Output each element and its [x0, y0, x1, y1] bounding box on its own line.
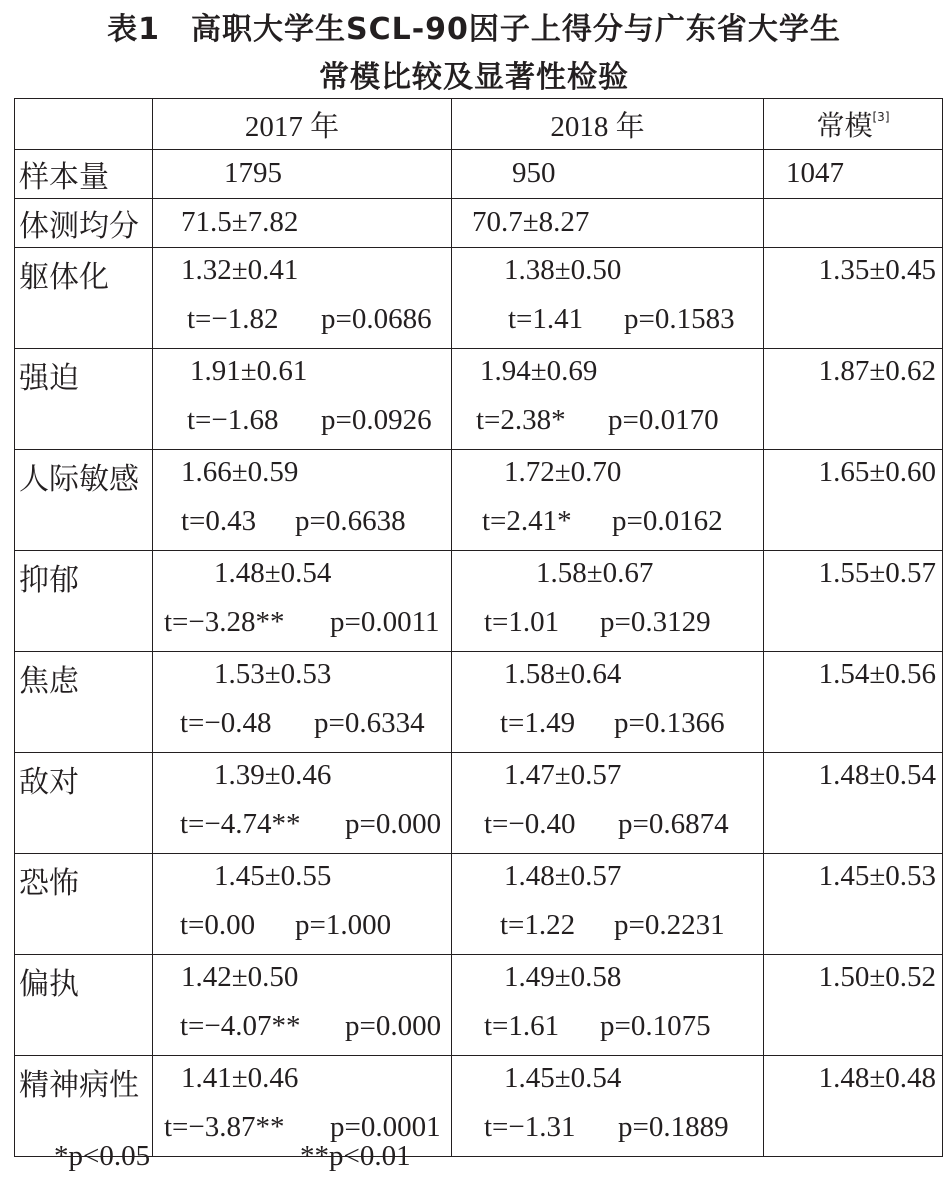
- factor-2018-cell: [452, 551, 764, 652]
- factor-2017-cell: [153, 248, 452, 349]
- mean-2017: 1.91±0.61: [190, 355, 308, 387]
- table-title-line2: 常模比较及显著性检验: [319, 60, 629, 95]
- factor-norm-cell: [764, 349, 943, 450]
- mean-2018: 1.72±0.70: [504, 456, 622, 488]
- factor-2018-cell: [452, 854, 764, 955]
- norm-value: 1.48±0.54: [818, 759, 936, 791]
- p-value-2018: p=0.1366: [614, 707, 725, 739]
- p-value-2017: p=1.000: [295, 909, 392, 941]
- factor-row: [15, 248, 943, 349]
- norm-value: 1.45±0.53: [818, 860, 936, 892]
- p-value-2018: p=0.0170: [608, 404, 719, 436]
- factor-norm-cell: [764, 854, 943, 955]
- t-value-2017: t=−3.87**: [164, 1111, 285, 1143]
- footnote-p001: **p<0.01: [300, 1140, 411, 1172]
- factor-row: [15, 652, 943, 753]
- sample-2018: 950: [512, 157, 556, 189]
- factor-2018-cell: [452, 753, 764, 854]
- header-norm-ref: [3]: [872, 110, 890, 124]
- mean-2017: 1.41±0.46: [181, 1062, 299, 1094]
- factor-norm-cell: [764, 753, 943, 854]
- factor-2017-cell: [153, 652, 452, 753]
- mean-2017: 1.42±0.50: [181, 961, 299, 993]
- mean-2017: 1.39±0.46: [214, 759, 332, 791]
- t-value-2018: t=1.22: [500, 909, 576, 941]
- total-2017-cell: [153, 199, 452, 248]
- p-value-2017: p=0.0001: [330, 1111, 441, 1143]
- mean-2018: 1.47±0.57: [504, 759, 622, 791]
- factor-2018-cell: [452, 652, 764, 753]
- factor-2017-cell: [153, 450, 452, 551]
- sample-2017: 1795: [224, 157, 282, 189]
- header-norm-label: 常模: [816, 109, 873, 142]
- row-label: 体测均分: [15, 199, 153, 248]
- factor-norm-cell: [764, 248, 943, 349]
- total-2018: 70.7±8.27: [472, 206, 590, 238]
- t-value-2017: t=−0.48: [180, 707, 272, 739]
- p-value-2018: p=0.1075: [600, 1010, 711, 1042]
- t-value-2017: t=0.43: [181, 505, 257, 537]
- mean-2018: 1.45±0.54: [504, 1062, 622, 1094]
- factor-2017-cell: [153, 349, 452, 450]
- norm-value: 1.50±0.52: [818, 961, 936, 993]
- factor-2017-cell: [153, 854, 452, 955]
- total-2017: 71.5±7.82: [181, 206, 299, 238]
- t-value-2018: t=1.01: [484, 606, 560, 638]
- factor-2018-cell: [452, 349, 764, 450]
- factor-label: 抑郁: [15, 551, 153, 652]
- p-value-2017: p=0.000: [345, 808, 442, 840]
- factor-row: [15, 349, 943, 450]
- p-value-2017: p=0.0686: [321, 303, 432, 335]
- norm-value: 1.55±0.57: [818, 557, 936, 589]
- factor-label: 人际敏感: [15, 450, 153, 551]
- p-value-2018: p=0.3129: [600, 606, 711, 638]
- header-empty-cell: [15, 99, 153, 150]
- total-norm-cell: [764, 199, 943, 248]
- mean-2018: 1.94±0.69: [480, 355, 598, 387]
- factor-label: 恐怖: [15, 854, 153, 955]
- mean-2018: 1.58±0.67: [536, 557, 654, 589]
- mean-2017: 1.48±0.54: [214, 557, 332, 589]
- factor-label: 强迫: [15, 349, 153, 450]
- factor-label: 敌对: [15, 753, 153, 854]
- mean-2017: 1.32±0.41: [181, 254, 299, 286]
- mean-2017: 1.45±0.55: [214, 860, 332, 892]
- factor-2018-cell: [452, 1056, 764, 1157]
- p-value-2017: p=0.0926: [321, 404, 432, 436]
- t-value-2017: t=−4.74**: [180, 808, 301, 840]
- footnote-p005: *p<0.05: [54, 1140, 151, 1172]
- t-value-2018: t=−1.31: [484, 1111, 576, 1143]
- factor-row: [15, 551, 943, 652]
- p-value-2017: p=0.0011: [330, 606, 440, 638]
- total-2018-cell: [452, 199, 764, 248]
- mean-2018: 1.49±0.58: [504, 961, 622, 993]
- t-value-2018: t=1.49: [500, 707, 576, 739]
- factor-2018-cell: [452, 248, 764, 349]
- factor-row: [15, 753, 943, 854]
- sample-norm: 1047: [786, 157, 844, 189]
- factor-2018-cell: [452, 450, 764, 551]
- header-2018: 2018 年: [452, 99, 764, 150]
- norm-value: 1.54±0.56: [818, 658, 936, 690]
- sample-norm-cell: [764, 150, 943, 199]
- factor-norm-cell: [764, 1056, 943, 1157]
- mean-2018: 1.58±0.64: [504, 658, 622, 690]
- factor-2018-cell: [452, 955, 764, 1056]
- factor-norm-cell: [764, 551, 943, 652]
- t-value-2017: t=−1.68: [187, 404, 279, 436]
- mean-2018: 1.38±0.50: [504, 254, 622, 286]
- t-value-2018: t=1.61: [484, 1010, 560, 1042]
- table-title-line1: 表1 高职大学生SCL-90因子上得分与广东省大学生: [107, 12, 841, 47]
- norm-value: 1.65±0.60: [818, 456, 936, 488]
- factor-row: [15, 955, 943, 1056]
- p-value-2018: p=0.1889: [618, 1111, 729, 1143]
- header-2017: 2017 年: [153, 99, 452, 150]
- factor-2017-cell: [153, 955, 452, 1056]
- header-row: [15, 99, 943, 150]
- p-value-2017: p=0.6638: [295, 505, 406, 537]
- p-value-2017: p=0.6334: [314, 707, 425, 739]
- t-value-2017: t=0.00: [180, 909, 256, 941]
- factor-row: [15, 854, 943, 955]
- total-score-row: [15, 199, 943, 248]
- sample-size-row: [15, 150, 943, 199]
- p-value-2018: p=0.0162: [612, 505, 723, 537]
- factor-label: 精神病性: [15, 1056, 153, 1157]
- factor-norm-cell: [764, 955, 943, 1056]
- factor-label: 焦虑: [15, 652, 153, 753]
- sample-2018-cell: [452, 150, 764, 199]
- factor-norm-cell: [764, 652, 943, 753]
- factor-label: 躯体化: [15, 248, 153, 349]
- header-norm: [764, 99, 943, 150]
- t-value-2018: t=2.38*: [476, 404, 566, 436]
- factor-row: [15, 450, 943, 551]
- mean-2018: 1.48±0.57: [504, 860, 622, 892]
- factor-label: 偏执: [15, 955, 153, 1056]
- scl90-comparison-table: [14, 98, 943, 1157]
- factor-2017-cell: [153, 551, 452, 652]
- p-value-2018: p=0.6874: [618, 808, 729, 840]
- p-value-2017: p=0.000: [345, 1010, 442, 1042]
- factor-2017-cell: [153, 753, 452, 854]
- mean-2017: 1.66±0.59: [181, 456, 299, 488]
- sample-2017-cell: [153, 150, 452, 199]
- row-label: 样本量: [15, 150, 153, 199]
- t-value-2018: t=−0.40: [484, 808, 576, 840]
- norm-value: 1.87±0.62: [818, 355, 936, 387]
- norm-value: 1.35±0.45: [818, 254, 936, 286]
- t-value-2018: t=2.41*: [482, 505, 572, 537]
- t-value-2017: t=−1.82: [187, 303, 279, 335]
- factor-norm-cell: [764, 450, 943, 551]
- norm-value: 1.48±0.48: [818, 1062, 936, 1094]
- mean-2017: 1.53±0.53: [214, 658, 332, 690]
- t-value-2018: t=1.41: [508, 303, 584, 335]
- factor-row: [15, 1056, 943, 1157]
- p-value-2018: p=0.2231: [614, 909, 725, 941]
- t-value-2017: t=−4.07**: [180, 1010, 301, 1042]
- p-value-2018: p=0.1583: [624, 303, 735, 335]
- t-value-2017: t=−3.28**: [164, 606, 285, 638]
